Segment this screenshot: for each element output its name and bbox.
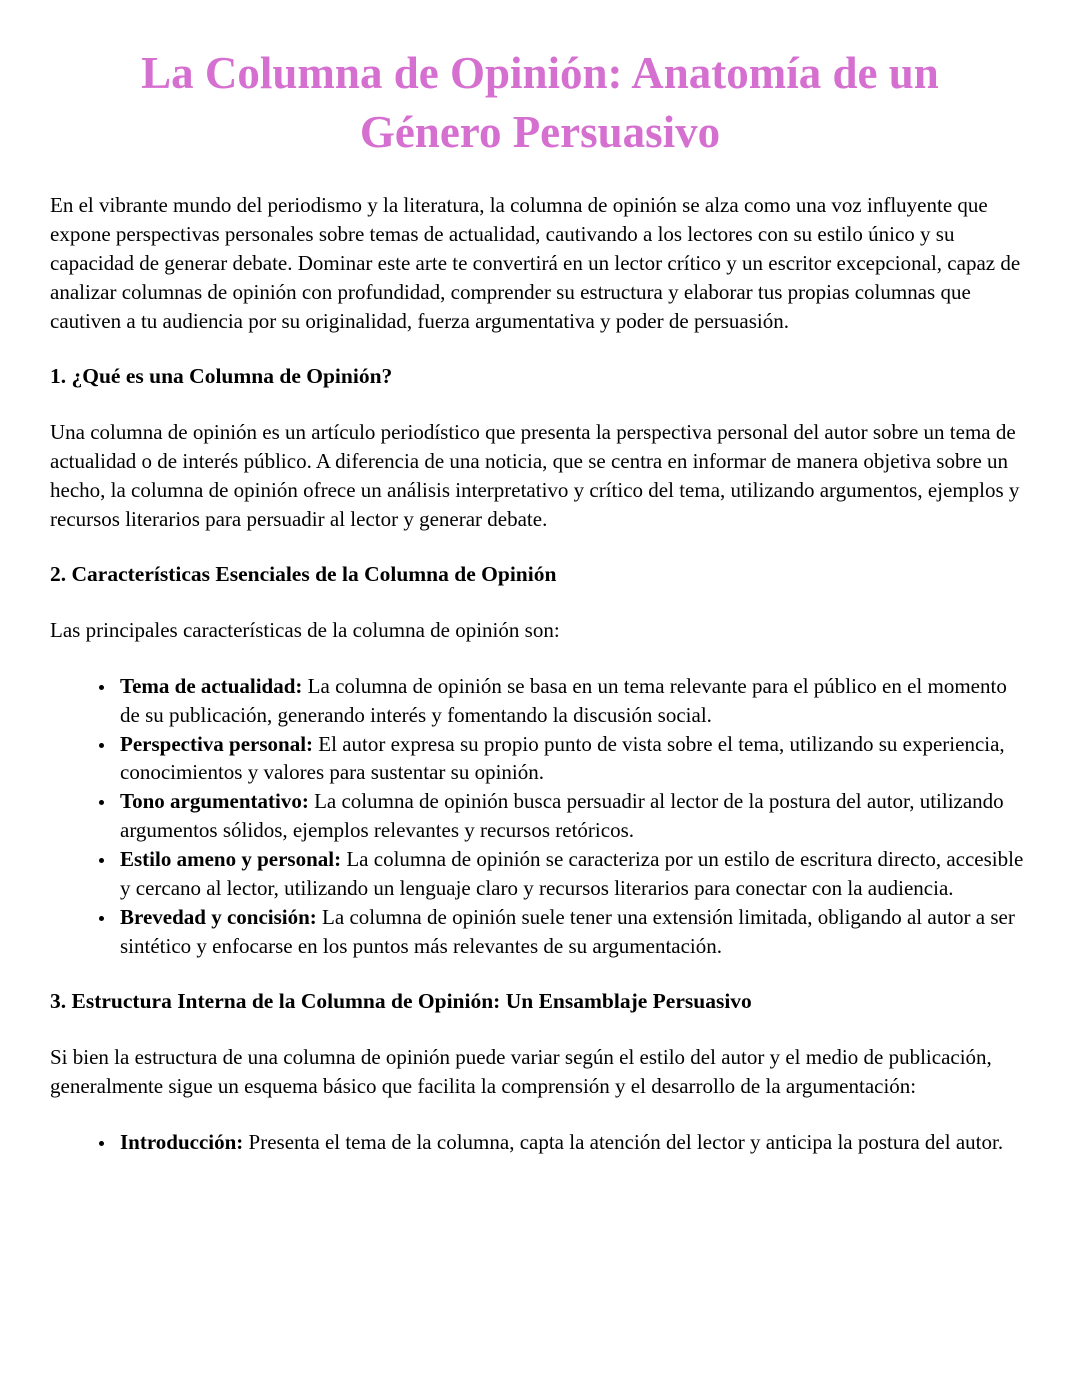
document-title: La Columna de Opinión: Anatomía de un Género Persuasivo — [141, 48, 939, 157]
bullet-text: La columna de opinión se caracteriza por un estilo de escritura directo, accesible y cercano al lector, utilizando un lenguaje claro y recursos literarios para conectar con la audiencia. — [120, 847, 1024, 901]
bullet-text: La columna de opinión busca persuadir al lector de la postura del autor, utilizando argumentos sólidos, ejemplos relevantes y recursos retóricos. — [120, 789, 1004, 843]
bullet-label: Estilo ameno y personal: — [120, 847, 342, 872]
list-item-tema-actualidad — [116, 672, 1030, 730]
section-1-heading: 1. ¿Qué es una Columna de Opinión? — [50, 363, 393, 388]
list-item-brevedad-concision — [116, 903, 1030, 961]
list-item-perspectiva-personal — [116, 730, 1030, 788]
structure-list — [50, 1128, 1030, 1157]
characteristics-list — [50, 672, 1030, 962]
bullet-text: El autor expresa su propio punto de vista sobre el tema, utilizando su experiencia, conocimientos y valores para sustentar su opinión. — [120, 731, 1005, 785]
bullet-text: La columna de opinión se basa en un tema relevante para el público en el momento de su publicación, generando interés y fomentando la discusión social. — [120, 673, 1007, 727]
bullet-label: Brevedad y concisión: — [120, 905, 317, 930]
bullet-label: Introducción: — [120, 1130, 244, 1155]
section-2-heading: 2. Características Esenciales de la Columna de Opinión — [50, 561, 557, 586]
section-3-body: Si bien la estructura de una columna de opinión puede variar según el estilo del autor y el medio de publicación, generalmente sigue un esquema básico que facilita la comprensión y el desarrollo de la argumentación: — [50, 1045, 992, 1099]
bullet-label: Tono argumentativo: — [120, 789, 309, 814]
bullet-label: Tema de actualidad: — [120, 673, 303, 698]
section-1-body: Una columna de opinión es un artículo periodístico que presenta la perspectiva personal del autor sobre un tema de actualidad o de interés público. A diferencia de una noticia, que se centra en informar de manera objetiva sobre un hecho, la columna de opinión ofrece un análisis interpretativo y crítico del tema, utilizando argumentos, ejemplos y recursos literarios para persuadir al lector y generar debate. — [50, 419, 1020, 531]
section-3-heading: 3. Estructura Interna de la Columna de Opinión: Un Ensamblaje Persuasivo — [50, 989, 752, 1014]
list-item-estilo-ameno — [116, 845, 1030, 903]
bullet-text: Presenta el tema de la columna, capta la atención del lector y anticipa la postura del autor. — [248, 1130, 1004, 1155]
bullet-label: Perspectiva personal: — [120, 731, 314, 756]
list-item-introduccion — [116, 1128, 1030, 1157]
section-2-body: Las principales características de la columna de opinión son: — [50, 617, 560, 642]
list-item-tono-argumentativo — [116, 787, 1030, 845]
bullet-text: La columna de opinión suele tener una extensión limitada, obligando al autor a ser sintético y enfocarse en los puntos más relevantes de su argumentación. — [120, 905, 1015, 959]
intro-paragraph: En el vibrante mundo del periodismo y la literatura, la columna de opinión se alza como una voz influyente que expone perspectivas personales sobre temas de actualidad, cautivando a los lectores con su estilo único y su capacidad de generar debate. Dominar este arte te convertirá en un lector crítico y un escritor excepcional, capaz de analizar columnas de opinión con profundidad, comprender su estructura y elaborar tus propias columnas que cautiven a tu audiencia por su originalidad, fuerza argumentativa y poder de persuasión. — [50, 193, 1021, 333]
